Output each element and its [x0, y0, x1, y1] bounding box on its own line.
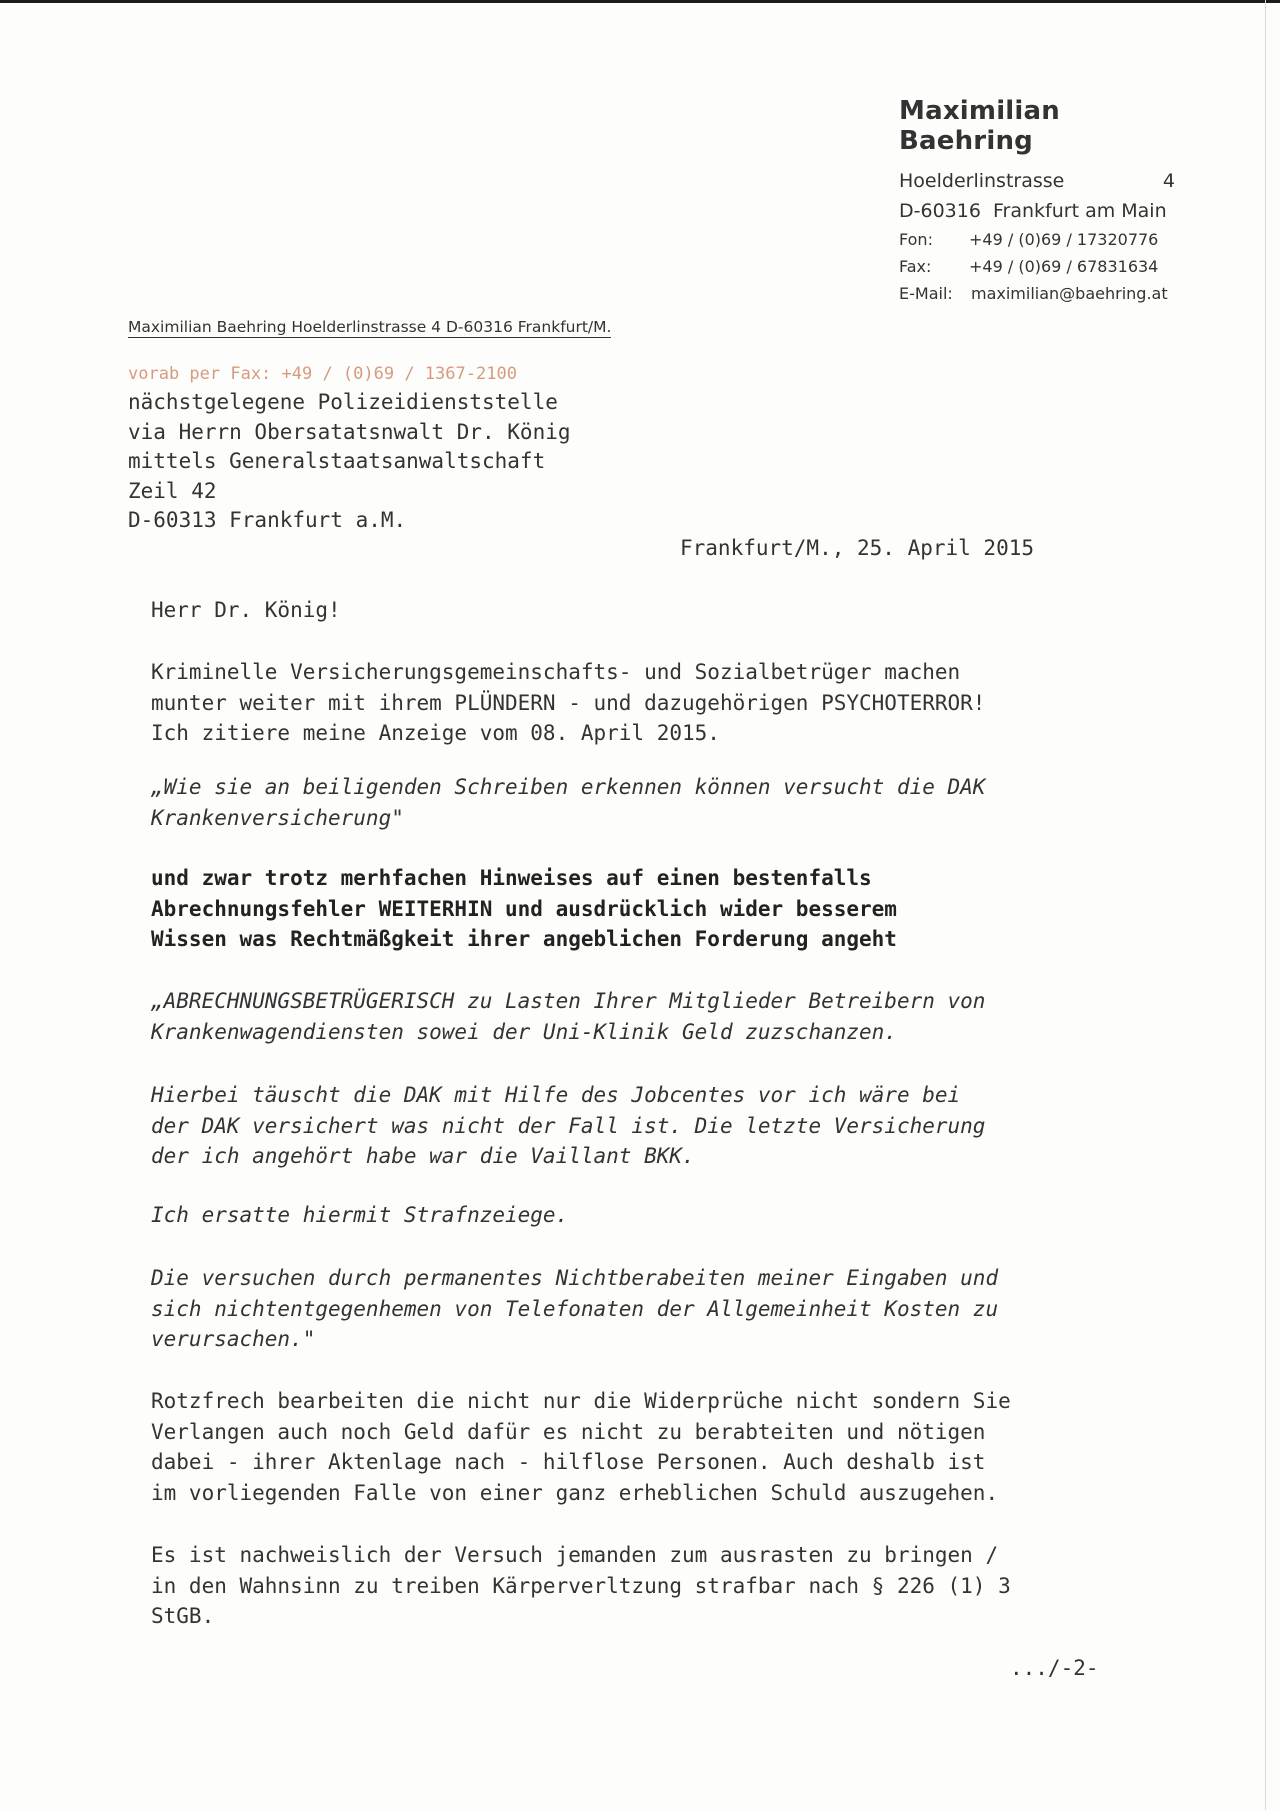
recipient-line-3: mittels Generalstaatsanwaltschaft — [128, 449, 546, 473]
recipient-line-2: via Herrn Obersatatsnwalt Dr. König — [128, 419, 571, 444]
letter-date: Frankfurt/M., 25. April 2015 — [680, 536, 1035, 560]
letterhead-phone-line — [899, 226, 1175, 253]
phone-number: +49 / (0)69 / 17320776 — [969, 230, 1159, 249]
letterhead-email-line — [899, 280, 1175, 307]
recipient-line-1: nächstgelegene Polizeidienststelle — [128, 390, 558, 414]
letterhead-city-line — [899, 196, 1175, 226]
page-continuation-marker: .../-2- — [1010, 1656, 1099, 1680]
sender-return-line: Maximilian Baehring Hoelderlinstrasse 4 D-60316 Frankfurt/M. — [128, 318, 612, 336]
fax-number: +49 / (0)69 / 67831634 — [969, 257, 1159, 276]
letterhead-city: D-60316 Frankfurt am Main — [899, 200, 1167, 222]
phone-label: Fon: — [899, 230, 933, 249]
paragraph-1: Kriminelle Versicherungsgemeinschafts- und Sozialbetrüger machen munter weiter mit ihrem PLÜNDERN - und dazugehörigen PSYCHOTERROR! Ich zitiere meine Anzeige vom 08. April 2015. — [151, 660, 986, 745]
letterhead-street-line — [899, 166, 1175, 196]
paragraph-4-quote: „ABRECHNUNGSBETRÜGERISCH zu Lasten Ihrer Mitglieder Betreibern von Krankenwagendiensten sowei der Uni-Klinik Geld zuzschanzen. — [151, 989, 986, 1044]
letterhead — [899, 96, 1175, 307]
paragraph-3-bold: und zwar trotz merhfachen Hinweises auf einen bestenfalls Abrechnungsfehler WEITERHIN und ausdrücklich wider besserem Wissen was Rechtmäßgkeit ihrer angeblichen Forderung angeht — [151, 866, 897, 951]
scan-top-edge — [0, 0, 1280, 3]
paragraph-5-quote: Hierbei täuscht die DAK mit Hilfe des Jobcentes vor ich wäre bei der DAK versichert was nicht der Fall ist. Die letzte Versicherung der ich angehört habe war die Vaillant BKK. — [151, 1083, 986, 1168]
recipient-fax-line: vorab per Fax: +49 / (0)69 / 1367-2100 — [128, 364, 517, 384]
recipient-line-4: Zeil 42 — [128, 478, 217, 503]
scan-right-edge — [1265, 0, 1266, 1810]
paragraph-2-quote: „Wie sie an beiligenden Schreiben erkennen können versucht die DAK Krankenversicherung" — [151, 775, 986, 830]
letterhead-name: Maximilian Baehring — [899, 96, 1060, 156]
paragraph-8: Rotzfrech bearbeiten die nicht nur die Widerprüche nicht sondern Sie Verlangen auch noch Geld dafür es nicht zu berabteiten und nötigen dabei - ihrer Aktenlage nach - hilflose Personen. Auch deshalb ist im vorliegenden Falle von einer ganz erheblichen Schuld auszugehen. — [151, 1389, 1011, 1505]
letterhead-fax-line — [899, 253, 1175, 280]
salutation: Herr Dr. König! — [151, 598, 341, 622]
email-address: maximilian@baehring.at — [971, 284, 1168, 303]
letterhead-street: Hoelderlinstrasse — [899, 170, 1065, 192]
paragraph-9: Es ist nachweislich der Versuch jemanden zum ausrasten zu bringen / in den Wahnsinn zu treiben Kärperverltzung strafbar nach § 226 (1) 3 StGB. — [151, 1543, 1011, 1628]
fax-label: Fax: — [899, 257, 932, 276]
paragraph-7-quote: Die versuchen durch permanentes Nichtberabeiten meiner Eingaben und sich nichtentgegenhemen von Telefonaten der Allgemeinheit Kosten zu verursachen." — [151, 1266, 999, 1351]
recipient-line-5: D-60313 Frankfurt a.M. — [128, 508, 407, 532]
recipient-address — [128, 362, 571, 536]
letterhead-house-number: 4 — [1162, 170, 1175, 192]
email-label: E-Mail: — [899, 284, 953, 303]
paragraph-6-quote: Ich ersatte hiermit Strafnzeiege. — [151, 1203, 569, 1227]
